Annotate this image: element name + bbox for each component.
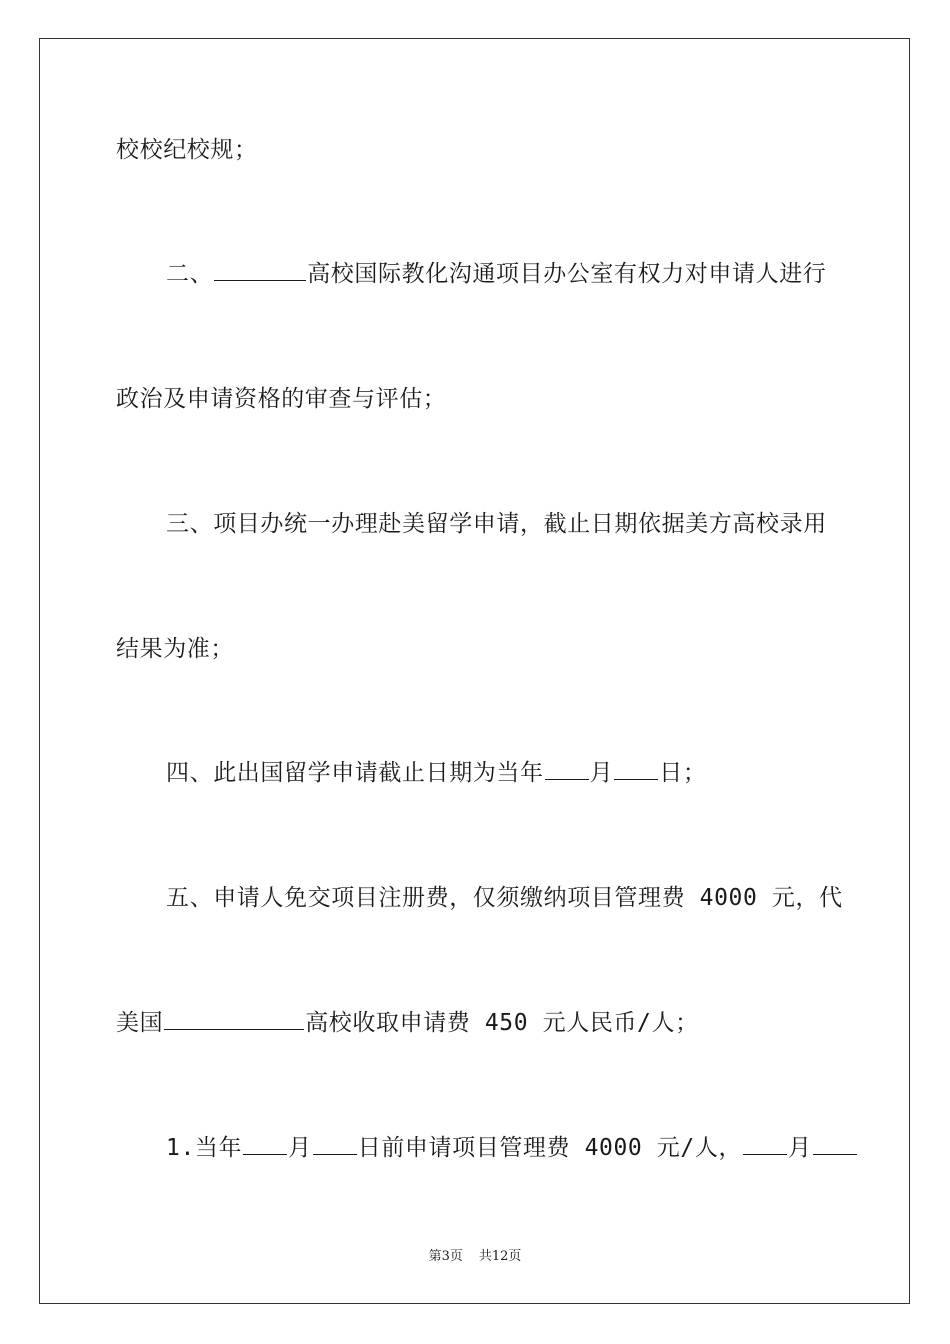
text-line-5 xyxy=(116,634,234,664)
university-blank[interactable] xyxy=(164,1009,304,1030)
line-text: 三、项目办统一办理赴美留学申请，截止日期依据美方高校录用 xyxy=(166,511,827,537)
line-suffix: 日； xyxy=(659,760,707,786)
line-text: 结果为准； xyxy=(116,636,234,662)
day-blank[interactable] xyxy=(813,1134,857,1155)
line-prefix: 1.当年 xyxy=(166,1135,243,1161)
text-line-9 xyxy=(166,1133,858,1163)
fill-in-blank[interactable] xyxy=(214,260,306,281)
text-line-7 xyxy=(166,883,843,913)
page-number: 第3页 xyxy=(428,1249,463,1264)
line-text: 五、申请人免交项目注册费，仅须缴纳项目管理费 4000 元，代 xyxy=(166,885,843,911)
line-prefix: 美国 xyxy=(116,1010,164,1036)
month-label: 月 xyxy=(788,1135,812,1161)
month-label: 月 xyxy=(288,1135,312,1161)
text-line-1 xyxy=(116,135,258,165)
line-prefix: 四、此出国留学申请截止日期为当年 xyxy=(166,760,544,786)
month-blank[interactable] xyxy=(545,759,589,780)
month-label: 月 xyxy=(589,760,614,786)
page-footer xyxy=(0,1248,950,1266)
text-line-4 xyxy=(166,509,827,539)
line-middle: 日前申请项目管理费 4000 元/人， xyxy=(357,1135,743,1161)
text-line-8 xyxy=(116,1008,699,1038)
line-suffix: 高校国际教化沟通项目办公室有权力对申请人进行 xyxy=(307,261,827,287)
text-line-2 xyxy=(166,259,826,289)
text-line-6 xyxy=(166,758,706,788)
line-text: 校校纪校规； xyxy=(116,137,258,163)
page-border xyxy=(39,38,910,1304)
month-blank[interactable] xyxy=(743,1134,787,1155)
page-total: 共12页 xyxy=(478,1249,522,1264)
line-text: 政治及申请资格的审查与评估； xyxy=(116,386,447,412)
text-line-3 xyxy=(116,384,446,414)
month-blank[interactable] xyxy=(243,1134,287,1155)
day-blank[interactable] xyxy=(313,1134,357,1155)
line-suffix: 高校收取申请费 450 元人民币/人； xyxy=(305,1010,699,1036)
day-blank[interactable] xyxy=(614,759,658,780)
line-prefix: 二、 xyxy=(166,261,214,287)
